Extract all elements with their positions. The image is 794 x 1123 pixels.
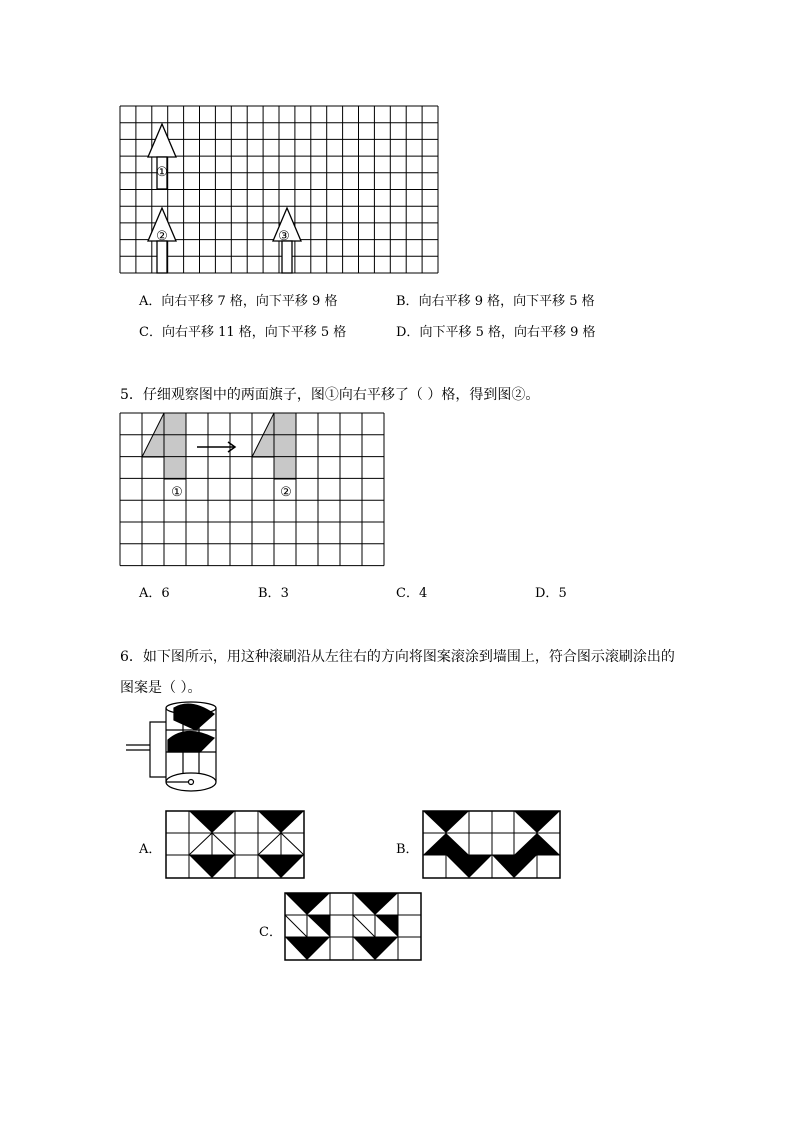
option-letter: D．: [535, 586, 559, 601]
paint-roller-figure: [126, 700, 226, 800]
q4-grid-figure: [120, 106, 440, 274]
option-letter: B．: [258, 586, 281, 601]
q6-option-c-pattern[interactable]: [285, 893, 421, 960]
q5-option-d[interactable]: [535, 582, 567, 601]
q4-option-b[interactable]: [396, 290, 595, 309]
q5-question: 5．仔细观察图中的两面旗子，图①向右平移了（ ）格，得到图②。: [120, 387, 540, 403]
option-letter: D．: [396, 325, 420, 340]
option-text: 向右平移 11 格，向下平移 5 格: [161, 325, 347, 340]
option-letter: A．: [139, 586, 162, 601]
option-text: 6: [161, 586, 170, 601]
q6-option-b-pattern[interactable]: [423, 811, 560, 878]
q4-option-d[interactable]: [396, 321, 596, 340]
q6-option-c-label[interactable]: C．: [259, 925, 282, 940]
q6-option-a-label[interactable]: A．: [139, 842, 162, 857]
q4-option-a[interactable]: [139, 290, 337, 309]
option-letter: C．: [139, 325, 162, 340]
option-text: 4: [418, 586, 428, 601]
q5-grid-figure: [120, 413, 385, 566]
q5-option-c[interactable]: [396, 582, 427, 601]
option-text: 5: [558, 586, 567, 601]
q4-option-c[interactable]: [139, 321, 346, 340]
figure-label-2: ②: [156, 229, 168, 244]
option-letter: B．: [396, 294, 419, 309]
q6-option-a-pattern[interactable]: [166, 811, 304, 878]
q5-option-a[interactable]: [139, 582, 170, 601]
q6-question-line1: 6．如下图所示，用这种滚刷沿从左往右的方向将图案滚涂到墙围上，符合图示滚刷涂出的: [120, 649, 675, 665]
option-text: 向下平移 5 格，向右平移 9 格: [419, 325, 596, 340]
option-text: 向右平移 7 格，向下平移 9 格: [161, 294, 338, 309]
option-text: 3: [280, 586, 289, 601]
q5-option-b[interactable]: [258, 582, 289, 601]
figure-label-1: ①: [156, 165, 168, 180]
figure-label-2: ②: [280, 485, 292, 500]
q6-question-line2: 图案是（ ）。: [120, 680, 202, 696]
option-letter: C．: [396, 586, 419, 601]
figure-label-3: ③: [278, 229, 290, 244]
option-text: 向右平移 9 格，向下平移 5 格: [418, 294, 595, 309]
q6-option-b-label[interactable]: B．: [396, 842, 419, 857]
figure-label-1: ①: [171, 485, 183, 500]
option-letter: A．: [139, 294, 162, 309]
right-arrow-icon: [197, 442, 235, 452]
